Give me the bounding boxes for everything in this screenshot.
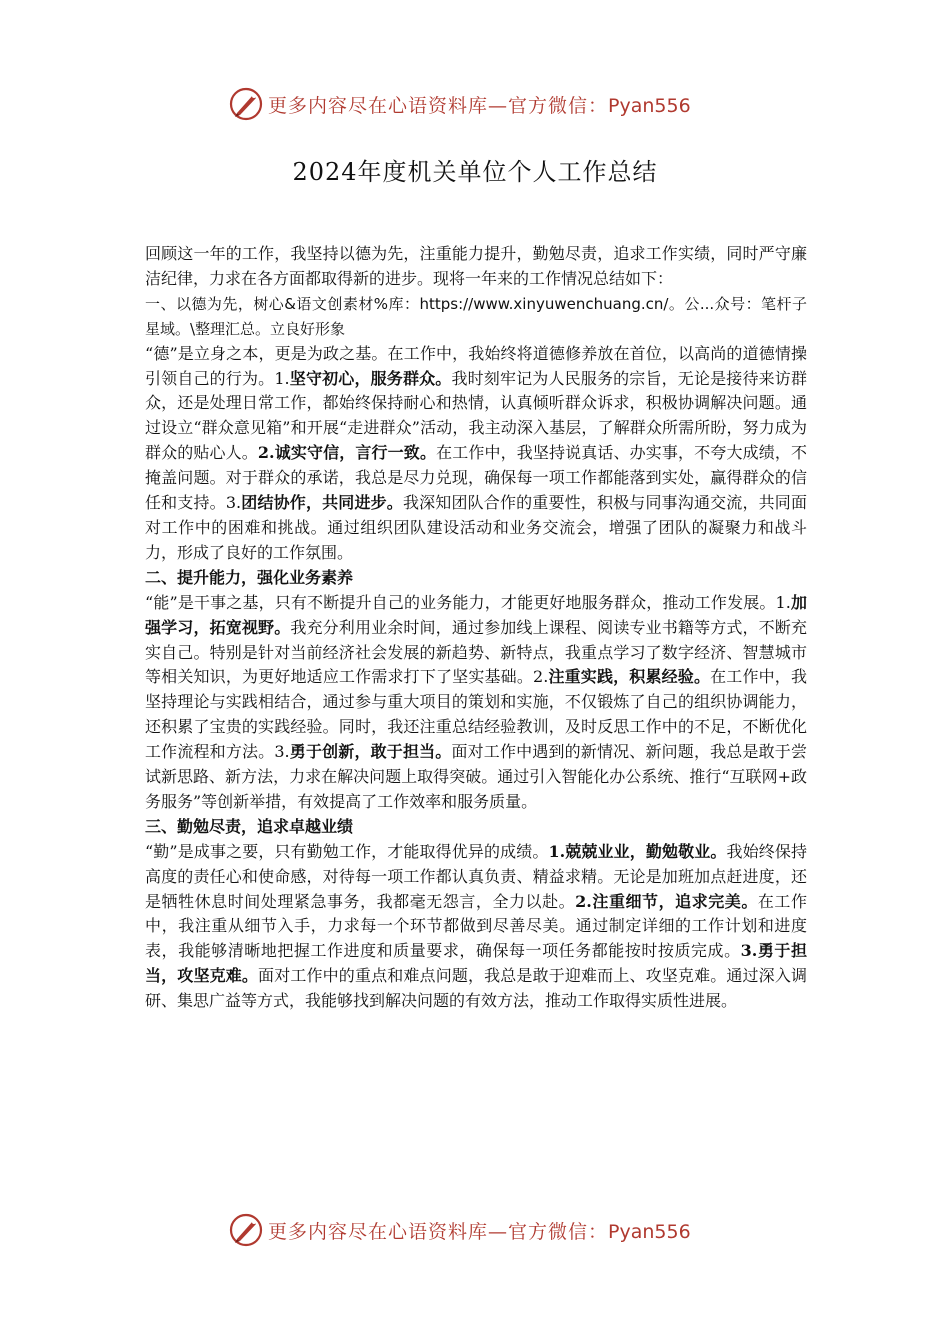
intro-paragraph: 回顾这一年的工作，我坚持以德为先，注重能力提升，勤勉尽责，追求工作实绩，同时严守廉洁纪律，力求在各方面都取得新的进步。现将一年来的工作情况总结如下： <box>145 244 807 288</box>
banner-wechat-handle: Pyan556 <box>608 94 691 117</box>
pen-logo-icon <box>228 86 264 122</box>
section-1-point-3: 团结协作，共同进步。 <box>241 493 403 513</box>
section-2-point-1: 加强学习，拓宽视野。 <box>145 592 807 637</box>
document-body <box>145 242 807 1014</box>
section-2-paragraph: “能”是干事之基，只有不断提升自己的业务能力，才能更好地服务群众，推动工作发展。1.加强学习，拓宽视野。我充分利用业余时间，通过参加线上课程、阅读专业书籍等方式，不断充实自己。特别是针对当前经济社会发展的新趋势、新特点，我重点学习了数字经济、智慧城市等相关知识，为更好地适应工作需求打下了坚实基础。2.注重实践，积累经验。在工作中，我坚持理论与实践相结合，通过参与重大项目的策划和实施，不仅锻炼了自己的组织协调能力，还积累了宝贵的实践经验。同时，我还注重总结经验教训，及时反思工作中的不足，不断优化工作流程和方法。3.勇于创新，敢于担当。面对工作中遇到的新情况、新问题，我总是敢于尝试新思路、新方法，力求在解决问题上取得突破。通过引入智能化办公系统、推行“互联网+政务服务”等创新举措，有效提高了工作效率和服务质量。 <box>145 592 807 811</box>
section-1-point-2: 2.诚实守信，言行一致。 <box>257 443 437 463</box>
section-1-heading: 一、以德为先，树心&语文创素材%库：https://www.xinyuwenchuang.cn/。公...众号：笔杆子星域。\整理汇总。立良好形象 <box>145 294 807 338</box>
section-1-point-1: 坚守初心，服务群众。 <box>289 368 452 388</box>
banner-text: 更多内容尽在心语资料库—官方微信：Pyan556 <box>268 94 691 117</box>
section-1-paragraph: “德”是立身之本，更是为政之基。在工作中，我始终将道德修养放在首位，以高尚的道德情操引领自己的行为。1.坚守初心，服务群众。我时刻牢记为人民服务的宗旨，无论是接待来访群众，还是处理日常工作，都始终保持耐心和热情，认真倾听群众诉求，积极协调解决问题。通过设立“群众意见箱”和开展“走进群众”活动，我主动深入基层，了解群众所需所盼，努力成为群众的贴心人。2.诚实守信，言行一致。在工作中，我坚持说真话、办实事，不夸大成绩，不掩盖问题。对于群众的承诺，我总是尽力兑现，确保每一项工作都能落到实处，赢得群众的信任和支持。3.团结协作，共同进步。我深知团队合作的重要性，积极与同事沟通交流，共同面对工作中的困难和挑战。通过组织团队建设活动和业务交流会，增强了团队的凝聚力和战斗力，形成了良好的工作氛围。 <box>145 343 807 562</box>
section-3-point-3: 3.勇于担当，攻坚克难。 <box>145 941 807 986</box>
footer-watermark-banner <box>0 1210 950 1250</box>
banner-wechat-handle: Pyan556 <box>608 1220 691 1243</box>
banner-text: 更多内容尽在心语资料库—官方微信：Pyan556 <box>268 1220 691 1243</box>
section-2-point-3: 勇于创新，敢于担当。 <box>289 742 452 762</box>
section-2-heading: 二、提升能力，强化业务素养 <box>145 567 354 587</box>
section-3-point-1: 1.兢兢业业，勤勉敬业。 <box>548 841 727 861</box>
header-watermark-banner <box>0 84 950 124</box>
section-2-point-2: 注重实践，积累经验。 <box>548 667 711 687</box>
section-3-paragraph: “勤”是成事之要，只有勤勉工作，才能取得优异的成绩。1.兢兢业业，勤勉敬业。我始终保持高度的责任心和使命感，对待每一项工作都认真负责、精益求精。无论是加班加点赶进度，还是牺牲休息时间处理紧急事务，我都毫无怨言，全力以赴。2.注重细节，追求完美。在工作中，我注重从细节入手，力求每一个环节都做到尽善尽美。通过制定详细的工作计划和进度表，我能够清晰地把握工作进度和质量要求，确保每一项任务都能按时按质完成。3.勇于担当，攻坚克难。面对工作中的重点和难点问题，我总是敢于迎难而上、攻坚克难。通过深入调研、集思广益等方式，我能够找到解决问题的有效方法，推动工作取得实质性进展。 <box>145 841 807 1011</box>
document-title: 2024年度机关单位个人工作总结 <box>292 158 658 186</box>
section-3-heading: 三、勤勉尽责，追求卓越业绩 <box>145 816 354 836</box>
pen-logo-icon <box>228 1212 264 1248</box>
section-3-point-2: 2.注重细节，追求完美。 <box>575 891 758 911</box>
